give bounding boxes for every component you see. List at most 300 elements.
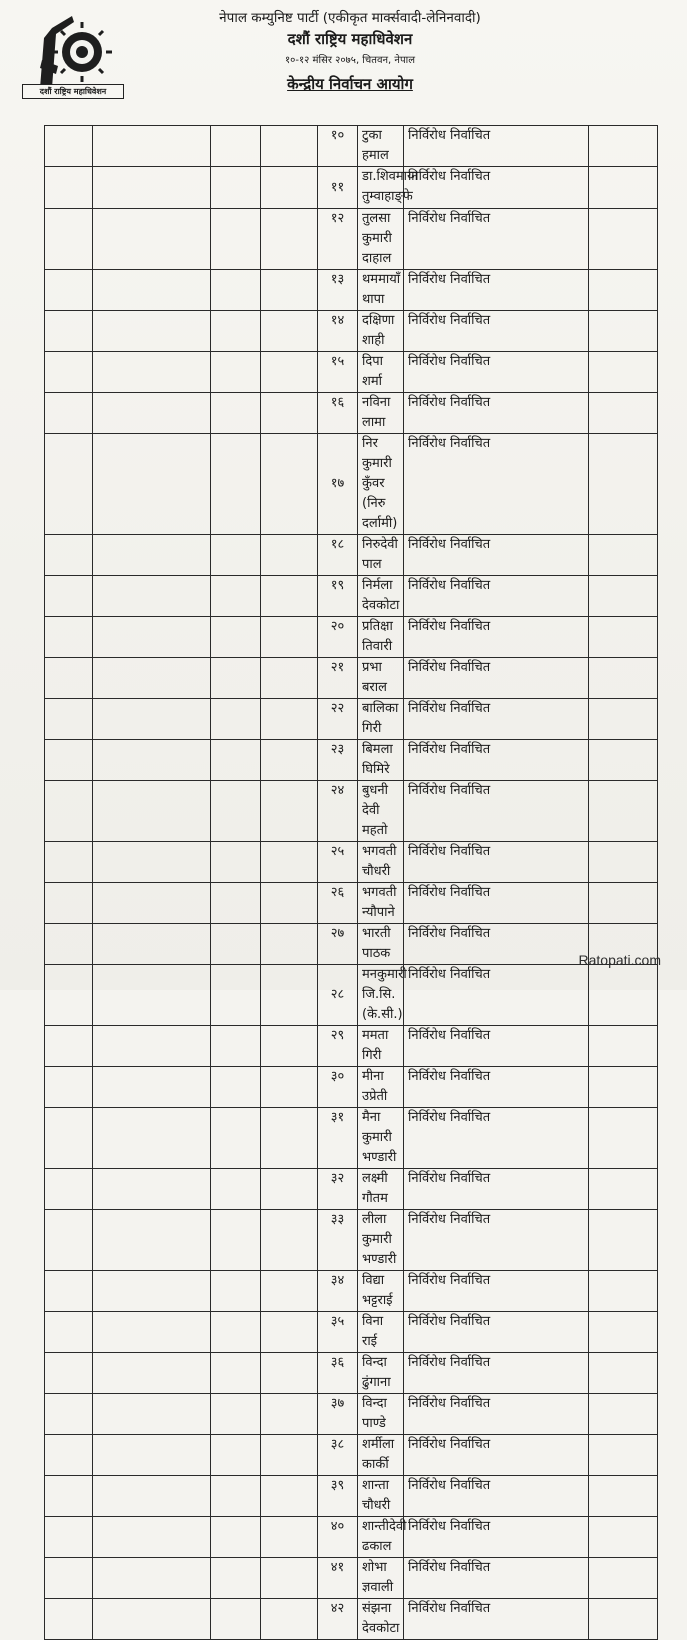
serial-number: ३२ [318,1169,358,1210]
empty-cell [45,1067,93,1108]
empty-cell [589,311,658,352]
serial-number: १९ [318,576,358,617]
election-status: निर्विरोध निर्वाचित [404,1476,589,1517]
election-status: निर्विरोध निर्वाचित [404,1271,589,1312]
candidate-name: टुका हमाल [358,126,404,167]
empty-cell [93,434,211,535]
empty-cell [45,1558,93,1599]
empty-cell [211,1312,261,1353]
table-row [45,1271,658,1312]
serial-number: ३५ [318,1312,358,1353]
empty-cell [211,924,261,965]
table-row [45,658,658,699]
table-row [45,1394,658,1435]
election-status: निर्विरोध निर्वाचित [404,1312,589,1353]
empty-cell [589,1271,658,1312]
empty-cell [93,1312,211,1353]
serial-number: १६ [318,393,358,434]
election-status: निर्विरोध निर्वाचित [404,1599,589,1640]
election-status: निर्विरोध निर्वाचित [404,1067,589,1108]
serial-number: २३ [318,740,358,781]
empty-cell [589,352,658,393]
empty-cell [589,434,658,535]
table-row [45,924,658,965]
table-row [45,1067,658,1108]
serial-number: १७ [318,434,358,535]
table-row [45,535,658,576]
empty-cell [211,1599,261,1640]
serial-number: ३९ [318,1476,358,1517]
empty-cell [45,209,93,270]
empty-cell [93,1435,211,1476]
empty-cell [261,1558,318,1599]
empty-cell [45,1517,93,1558]
serial-number: ४० [318,1517,358,1558]
empty-cell [211,270,261,311]
commission-title: केन्द्रीय निर्वाचन आयोग [287,75,413,93]
empty-cell [261,965,318,1026]
candidate-name: भगवती न्यौपाने [358,883,404,924]
candidate-name: दिपा शर्मा [358,352,404,393]
table-row [45,1353,658,1394]
serial-number: ३८ [318,1435,358,1476]
table-row [45,781,658,842]
candidate-name: दक्षिणा शाही [358,311,404,352]
table-row [45,270,658,311]
empty-cell [211,1108,261,1169]
election-status: निर्विरोध निर्वाचित [404,1169,589,1210]
convention-title: दशौं राष्ट्रिय महाधिवेशन [287,30,413,48]
serial-number: २६ [318,883,358,924]
empty-cell [261,535,318,576]
empty-cell [261,740,318,781]
candidate-name: शान्तीदेवी ढकाल [358,1517,404,1558]
election-status: निर्विरोध निर्वाचित [404,699,589,740]
empty-cell [261,311,318,352]
election-status: निर्विरोध निर्वाचित [404,924,589,965]
empty-cell [589,1026,658,1067]
empty-cell [45,311,93,352]
empty-cell [261,576,318,617]
table-row [45,434,658,535]
candidate-name: प्रभा बराल [358,658,404,699]
table-row [45,393,658,434]
empty-cell [261,617,318,658]
empty-cell [211,1476,261,1517]
empty-cell [93,883,211,924]
table-row [45,209,658,270]
table-row [45,167,658,209]
empty-cell [211,1558,261,1599]
empty-cell [261,1599,318,1640]
empty-cell [589,781,658,842]
election-status: निर्विरोध निर्वाचित [404,1517,589,1558]
empty-cell [261,1271,318,1312]
election-status: निर्विरोध निर्वाचित [404,209,589,270]
candidate-name: तुलसा कुमारी दाहाल [358,209,404,270]
empty-cell [45,740,93,781]
party-name: नेपाल कम्युनिष्ट पार्टी (एकीकृत मार्क्सवादी-लेनिनवादी) [219,10,481,26]
empty-cell [211,1026,261,1067]
empty-cell [211,535,261,576]
table-row [45,1210,658,1271]
empty-cell [589,842,658,883]
emblem-caption: दशौं राष्ट्रिय महाधिवेशन [22,84,124,99]
election-status: निर्विरोध निर्वाचित [404,535,589,576]
table-row [45,699,658,740]
empty-cell [211,393,261,434]
table-row [45,1312,658,1353]
empty-cell [211,1271,261,1312]
empty-cell [261,434,318,535]
empty-cell [211,1517,261,1558]
candidate-name: विन्दा ढुंगाना [358,1353,404,1394]
candidate-name: बिमला घिमिरे [358,740,404,781]
empty-cell [261,1517,318,1558]
candidate-name: थममायाँ थापा [358,270,404,311]
election-status: निर्विरोध निर्वाचित [404,740,589,781]
election-status: निर्विरोध निर्वाचित [404,1210,589,1271]
serial-number: ३४ [318,1271,358,1312]
candidate-name: मनकुमारी जि.सि. (के.सी.) [358,965,404,1026]
candidate-name: शर्मीला कार्की [358,1435,404,1476]
empty-cell [93,1476,211,1517]
empty-cell [589,699,658,740]
candidate-name: मीना उप्रेती [358,1067,404,1108]
serial-number: २७ [318,924,358,965]
candidate-name: बालिका गिरी [358,699,404,740]
empty-cell [261,658,318,699]
empty-cell [589,1108,658,1169]
empty-cell [211,352,261,393]
empty-cell [589,1599,658,1640]
empty-cell [261,1394,318,1435]
empty-cell [261,781,318,842]
empty-cell [211,1169,261,1210]
empty-cell [589,740,658,781]
empty-cell [93,781,211,842]
empty-cell [93,1558,211,1599]
election-status: निर्विरोध निर्वाचित [404,617,589,658]
empty-cell [45,1435,93,1476]
empty-cell [261,1067,318,1108]
election-status: निर्विरोध निर्वाचित [404,393,589,434]
serial-number: ४१ [318,1558,358,1599]
empty-cell [93,393,211,434]
empty-cell [93,535,211,576]
empty-cell [589,1067,658,1108]
empty-cell [45,393,93,434]
election-status: निर्विरोध निर्वाचित [404,658,589,699]
empty-cell [261,1353,318,1394]
empty-cell [589,1517,658,1558]
empty-cell [211,658,261,699]
empty-cell [211,740,261,781]
empty-cell [589,965,658,1026]
empty-cell [45,883,93,924]
empty-cell [45,1599,93,1640]
table-row [45,1599,658,1640]
empty-cell [45,1026,93,1067]
empty-cell [589,270,658,311]
empty-cell [261,167,318,209]
election-status: निर्विरोध निर्वाचित [404,1394,589,1435]
empty-cell [93,126,211,167]
serial-number: २४ [318,781,358,842]
empty-cell [261,1210,318,1271]
empty-cell [45,167,93,209]
empty-cell [589,576,658,617]
empty-cell [45,699,93,740]
empty-cell [211,167,261,209]
empty-cell [211,434,261,535]
document-header [130,6,570,94]
serial-number: ३० [318,1067,358,1108]
election-status: निर्विरोध निर्वाचित [404,270,589,311]
empty-cell [45,352,93,393]
empty-cell [261,126,318,167]
empty-cell [93,1210,211,1271]
serial-number: ४२ [318,1599,358,1640]
empty-cell [261,393,318,434]
empty-cell [589,535,658,576]
empty-cell [45,270,93,311]
election-status: निर्विरोध निर्वाचित [404,1558,589,1599]
empty-cell [589,1210,658,1271]
election-status: निर्विरोध निर्वाचित [404,781,589,842]
serial-number: २९ [318,1026,358,1067]
empty-cell [261,1435,318,1476]
empty-cell [93,167,211,209]
empty-cell [93,270,211,311]
empty-cell [45,126,93,167]
empty-cell [45,658,93,699]
table-row [45,740,658,781]
empty-cell [261,270,318,311]
empty-cell [211,883,261,924]
table-row [45,1169,658,1210]
empty-cell [589,658,658,699]
empty-cell [211,1067,261,1108]
empty-cell [93,1599,211,1640]
empty-cell [589,1394,658,1435]
election-status: निर्विरोध निर्वाचित [404,842,589,883]
table-row [45,1476,658,1517]
empty-cell [93,699,211,740]
convention-date-location: १०-१२ मंसिर २०७५, चितवन, नेपाल [284,55,416,66]
candidate-name: नविना लामा [358,393,404,434]
table-row [45,576,658,617]
candidate-name: विन्दा पाण्डे [358,1394,404,1435]
empty-cell [93,352,211,393]
table-row [45,883,658,924]
empty-cell [211,209,261,270]
table-row [45,1517,658,1558]
serial-number: ३६ [318,1353,358,1394]
empty-cell [589,1435,658,1476]
table-row [45,1558,658,1599]
empty-cell [261,699,318,740]
serial-number: १५ [318,352,358,393]
election-status: निर्विरोध निर्वाचित [404,126,589,167]
empty-cell [211,1435,261,1476]
empty-cell [45,842,93,883]
empty-cell [261,1108,318,1169]
empty-cell [261,842,318,883]
serial-number: १४ [318,311,358,352]
election-status: निर्विरोध निर्वाचित [404,1108,589,1169]
election-status: निर्विरोध निर्वाचित [404,311,589,352]
empty-cell [211,1394,261,1435]
empty-cell [45,1271,93,1312]
table-row [45,965,658,1026]
empty-cell [93,1169,211,1210]
empty-cell [93,740,211,781]
empty-cell [211,1210,261,1271]
empty-cell [93,1026,211,1067]
election-status: निर्विरोध निर्वाचित [404,883,589,924]
empty-cell [589,1476,658,1517]
serial-number: १३ [318,270,358,311]
empty-cell [261,1312,318,1353]
empty-cell [45,924,93,965]
empty-cell [93,1517,211,1558]
empty-cell [589,1353,658,1394]
empty-cell [45,965,93,1026]
serial-number: २२ [318,699,358,740]
empty-cell [211,311,261,352]
empty-cell [261,1026,318,1067]
empty-cell [93,311,211,352]
empty-cell [261,352,318,393]
empty-cell [589,617,658,658]
election-status: निर्विरोध निर्वाचित [404,1353,589,1394]
candidate-name: निरुदेवी पाल [358,535,404,576]
candidates-table [44,125,658,1640]
candidate-name: निर्मला देवकोटा [358,576,404,617]
table-row [45,1435,658,1476]
candidate-name: भगवती चौधरी [358,842,404,883]
empty-cell [45,1169,93,1210]
candidate-name: ममता गिरी [358,1026,404,1067]
table-row [45,126,658,167]
empty-cell [93,576,211,617]
candidate-name: विद्या भट्टराई [358,1271,404,1312]
empty-cell [45,1210,93,1271]
table-row [45,617,658,658]
empty-cell [589,1312,658,1353]
empty-cell [93,658,211,699]
empty-cell [211,781,261,842]
watermark: Ratopati.com [578,952,661,968]
candidate-name: भारती पाठक [358,924,404,965]
empty-cell [93,1271,211,1312]
empty-cell [211,126,261,167]
empty-cell [45,781,93,842]
empty-cell [45,1312,93,1353]
empty-cell [589,883,658,924]
election-status: निर्विरोध निर्वाचित [404,576,589,617]
empty-cell [589,1558,658,1599]
candidate-name: शान्ता चौधरी [358,1476,404,1517]
empty-cell [589,126,658,167]
empty-cell [45,535,93,576]
election-status: निर्विरोध निर्वाचित [404,965,589,1026]
serial-number: २१ [318,658,358,699]
election-status: निर्विरोध निर्वाचित [404,1026,589,1067]
empty-cell [93,965,211,1026]
serial-number: ३७ [318,1394,358,1435]
empty-cell [93,209,211,270]
empty-cell [93,842,211,883]
candidate-name: विना राई [358,1312,404,1353]
candidate-name: संझना देवकोटा [358,1599,404,1640]
empty-cell [45,576,93,617]
table-row [45,311,658,352]
serial-number: १८ [318,535,358,576]
serial-number: ३१ [318,1108,358,1169]
election-status: निर्विरोध निर्वाचित [404,167,589,209]
empty-cell [93,1067,211,1108]
empty-cell [93,617,211,658]
empty-cell [589,209,658,270]
empty-cell [93,924,211,965]
candidate-name: बुधनी देवी महतो [358,781,404,842]
empty-cell [261,883,318,924]
candidate-name: मैना कुमारी भण्डारी [358,1108,404,1169]
election-status: निर्विरोध निर्वाचित [404,1435,589,1476]
empty-cell [261,924,318,965]
serial-number: १० [318,126,358,167]
empty-cell [211,965,261,1026]
empty-cell [211,1353,261,1394]
empty-cell [45,434,93,535]
empty-cell [93,1353,211,1394]
candidate-name: निर कुमारी कुँवर (निरु दर्लामी) [358,434,404,535]
candidate-name: शोभा ज्ञवाली [358,1558,404,1599]
empty-cell [93,1108,211,1169]
empty-cell [45,617,93,658]
empty-cell [589,393,658,434]
candidate-name: डा.शिवमाया तुम्वाहाङ्फे [358,167,404,209]
empty-cell [261,1476,318,1517]
empty-cell [589,167,658,209]
serial-number: २८ [318,965,358,1026]
empty-cell [211,842,261,883]
election-status: निर्विरोध निर्वाचित [404,434,589,535]
candidate-name: लीला कुमारी भण्डारी [358,1210,404,1271]
table-row [45,352,658,393]
table-row [45,842,658,883]
empty-cell [45,1353,93,1394]
empty-cell [45,1394,93,1435]
serial-number: २५ [318,842,358,883]
empty-cell [45,1476,93,1517]
empty-cell [211,576,261,617]
serial-number: १२ [318,209,358,270]
candidate-name: लक्ष्मी गौतम [358,1169,404,1210]
empty-cell [93,1394,211,1435]
empty-cell [261,209,318,270]
serial-number: ११ [318,167,358,209]
empty-cell [261,1169,318,1210]
table-row [45,1026,658,1067]
serial-number: ३३ [318,1210,358,1271]
empty-cell [211,617,261,658]
table-row [45,1108,658,1169]
empty-cell [45,1108,93,1169]
serial-number: २० [318,617,358,658]
